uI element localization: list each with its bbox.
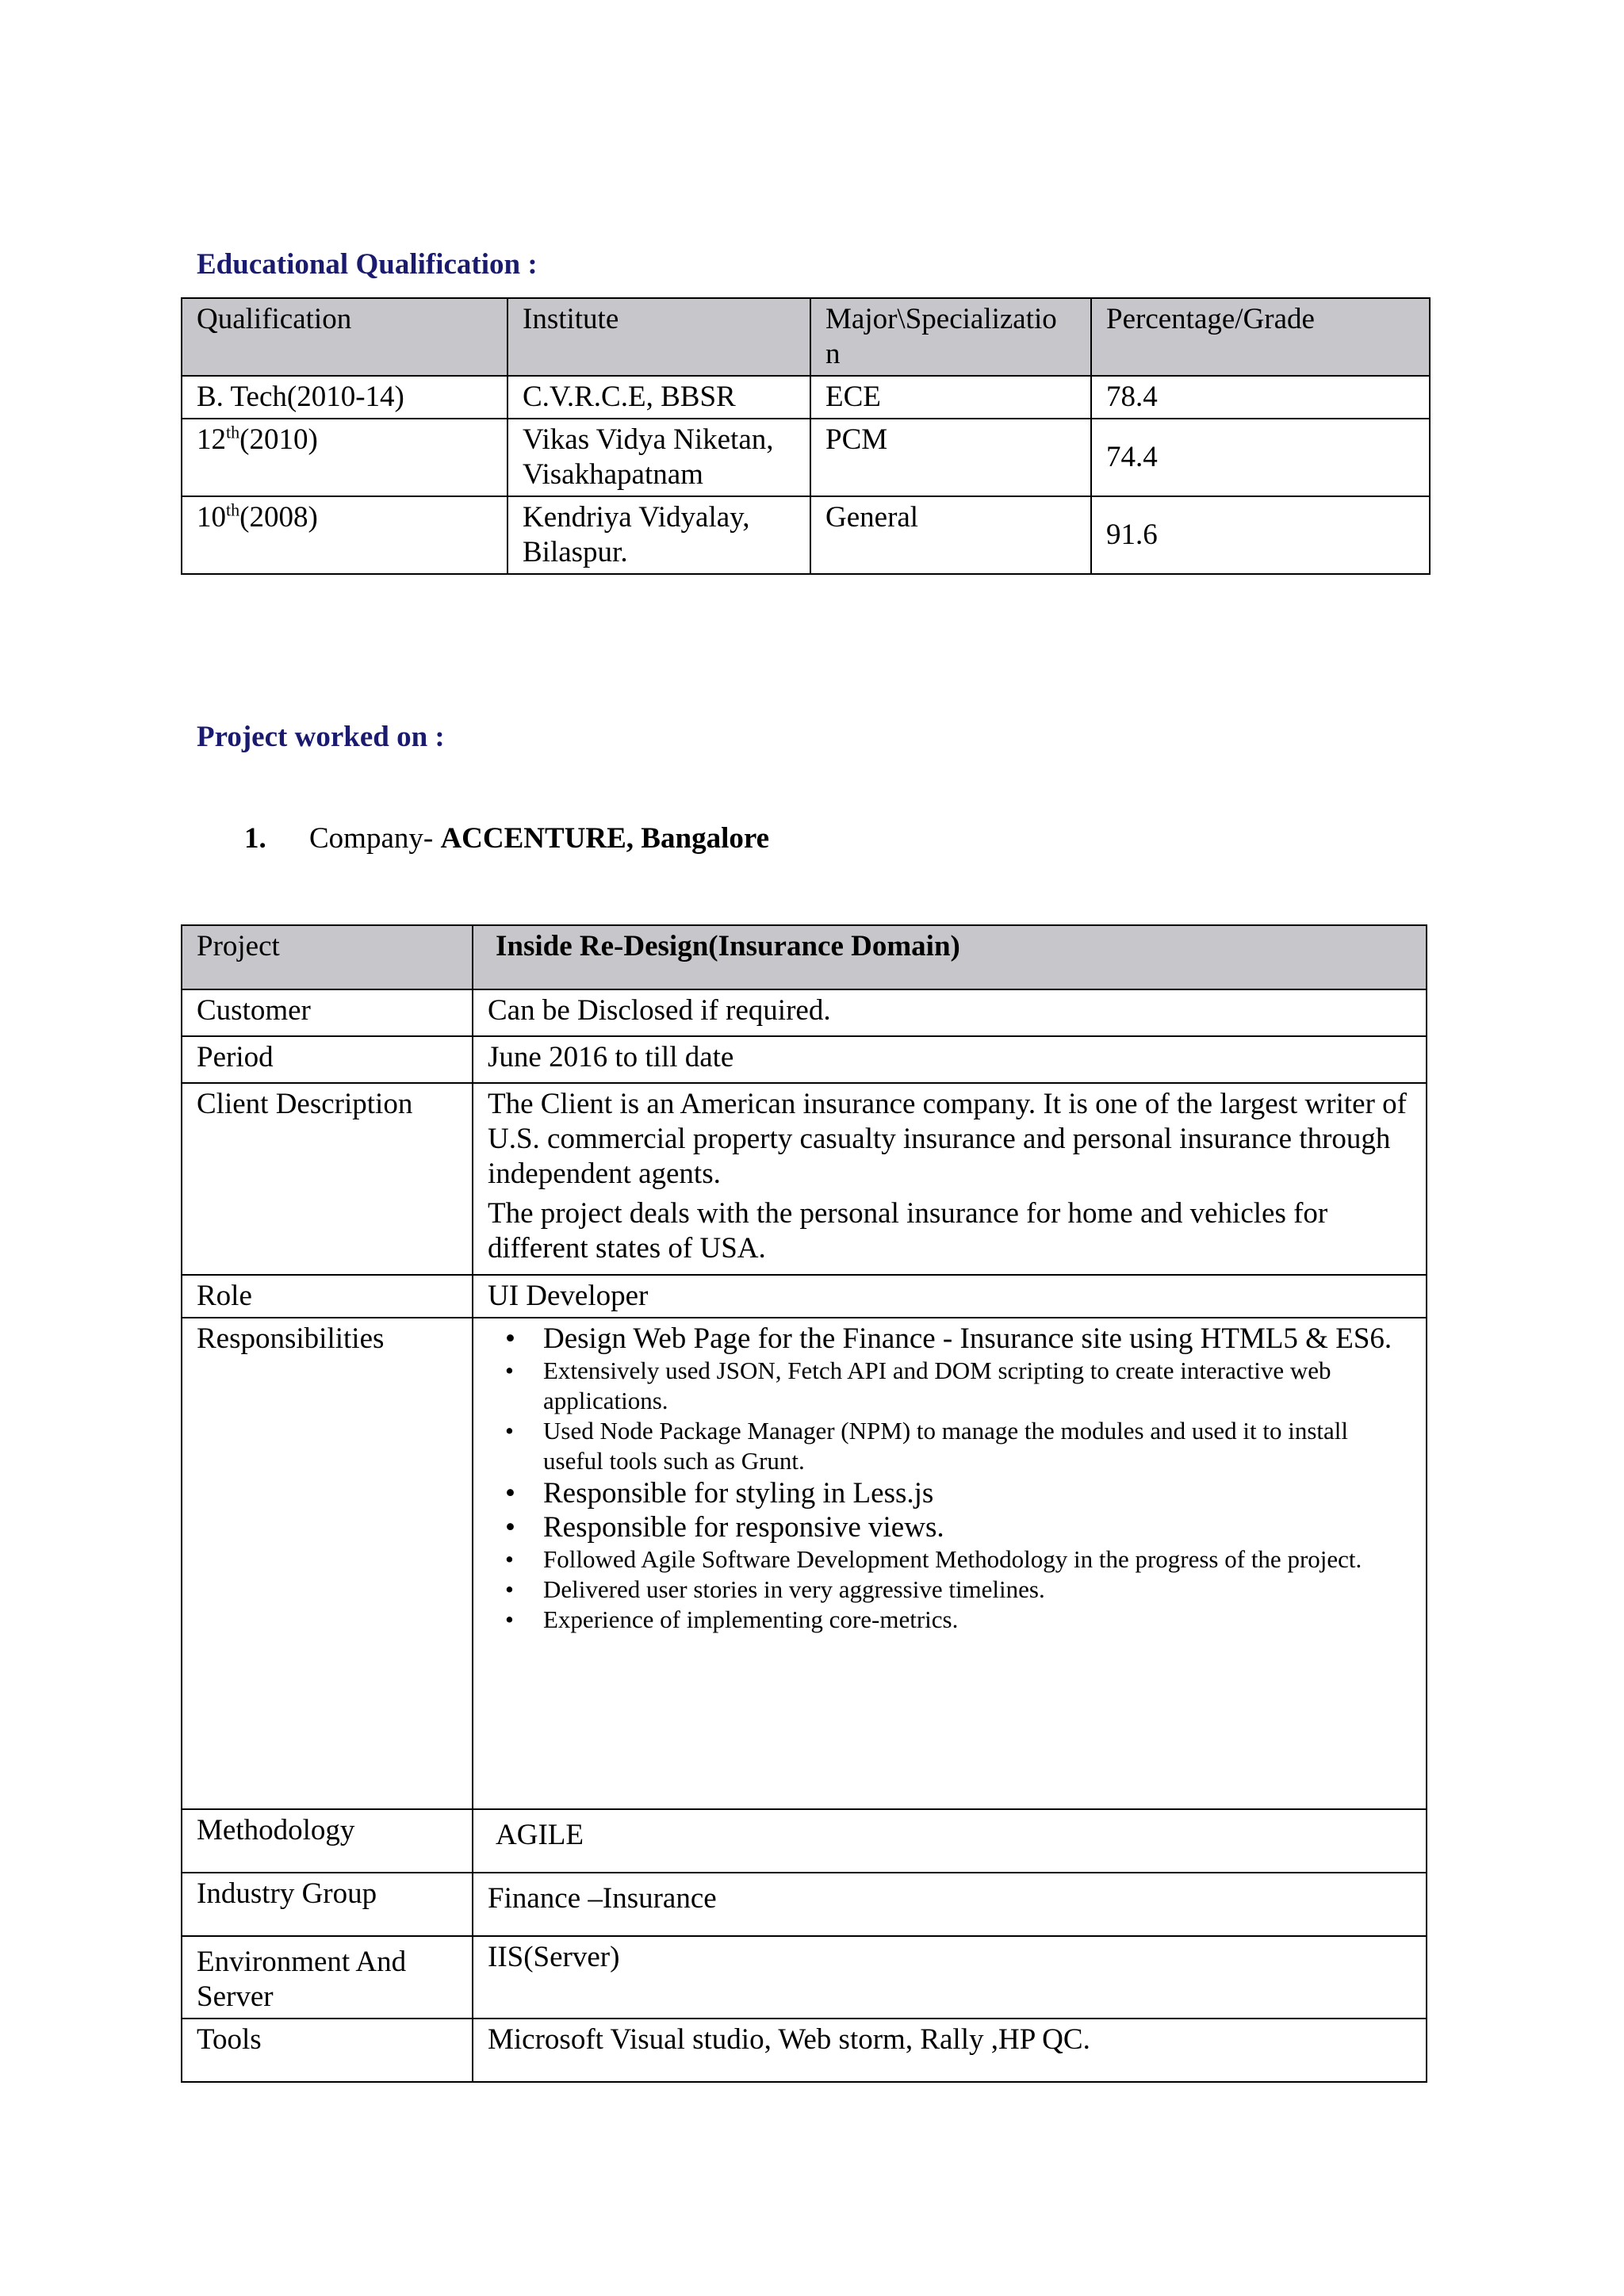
institute-cell: Vikas Vidya Niketan, Visakhapatnam [508,419,810,496]
table-row [182,419,1430,496]
list-item: • Responsible for styling in Less.js [496,1476,1411,1510]
list-item: • Responsible for responsive views. [496,1510,1411,1544]
qualification-cell: B. Tech(2010-14) [182,376,508,419]
tools-label: Tools [182,2019,473,2082]
environment-row [182,1936,1427,2019]
client-description-para: The Client is an American insurance company. It is one of the largest writer of U.S. commercial property casualty insurance and personal insurance through independent agents. [488,1088,1407,1190]
major-cell: General [810,496,1091,574]
list-item: • Design Web Page for the Finance - Insurance site using HTML5 & ES6. [496,1322,1411,1356]
grade-cell: 78.4 [1091,376,1430,419]
industry-label: Industry Group [182,1873,473,1936]
responsibilities-list [488,1322,1411,1635]
company-line [244,821,769,855]
project-label: Project [182,925,473,989]
period-value: June 2016 to till date [473,1036,1427,1083]
client-label: Client Description [182,1083,473,1275]
list-item: • Extensively used JSON, Fetch API and DOM scripting to create interactive web applications. [496,1356,1411,1416]
project-value: Inside Re-Design(Insurance Domain) [473,925,1427,989]
header-grade: Percentage/Grade [1091,298,1430,376]
customer-value: Can be Disclosed if required. [473,989,1427,1036]
tools-value: Microsoft Visual studio, Web storm, Rally ,HP QC. [473,2019,1427,2082]
list-item: • Experience of implementing core-metrics. [496,1605,1411,1635]
responsibilities-label: Responsibilities [182,1318,473,1809]
institute-cell: C.V.R.C.E, BBSR [508,376,810,419]
customer-row [182,989,1427,1036]
education-table [181,297,1431,575]
education-header-row [182,298,1430,376]
major-cell: ECE [810,376,1091,419]
environment-label: Environment And Server [182,1936,473,2019]
role-value: UI Developer [473,1275,1427,1318]
industry-value: Finance –Insurance [473,1873,1427,1936]
responsibilities-row [182,1318,1427,1809]
list-item: • Used Node Package Manager (NPM) to manage the modules and used it to install useful tools such as Grunt. [496,1416,1411,1476]
methodology-label: Methodology [182,1809,473,1873]
projects-heading: Project worked on : [197,721,445,753]
role-label: Role [182,1275,473,1318]
company-number: 1. [244,822,266,855]
list-item: • Delivered user stories in very aggressive timelines. [496,1575,1411,1605]
role-row [182,1275,1427,1318]
responsibilities-value [473,1318,1427,1809]
period-row [182,1036,1427,1083]
qualification-cell: 12th(2010) [182,419,508,496]
client-value [473,1083,1427,1275]
header-major: Major\Specializatio n [810,298,1091,376]
customer-label: Customer [182,989,473,1036]
company-name: ACCENTURE, Bangalore [440,822,770,855]
period-label: Period [182,1036,473,1083]
grade-cell: 91.6 [1091,496,1430,574]
client-description-para: The project deals with the personal insurance for home and vehicles for different states of USA. [488,1197,1328,1265]
qualification-cell: 10th(2008) [182,496,508,574]
company-prefix: Company- [309,822,441,855]
education-heading: Educational Qualification : [197,248,538,281]
industry-row [182,1873,1427,1936]
project-table [181,924,1427,2083]
header-qualification: Qualification [182,298,508,376]
project-row [182,925,1427,989]
tools-row [182,2019,1427,2082]
grade-cell: 74.4 [1091,419,1430,496]
client-row [182,1083,1427,1275]
methodology-row [182,1809,1427,1873]
table-row [182,376,1430,419]
institute-cell: Kendriya Vidyalay, Bilaspur. [508,496,810,574]
table-row [182,496,1430,574]
list-item: • Followed Agile Software Development Methodology in the progress of the project. [496,1544,1411,1575]
header-institute: Institute [508,298,810,376]
methodology-value: AGILE [473,1809,1427,1873]
major-cell: PCM [810,419,1091,496]
environment-value: IIS(Server) [473,1936,1427,2019]
